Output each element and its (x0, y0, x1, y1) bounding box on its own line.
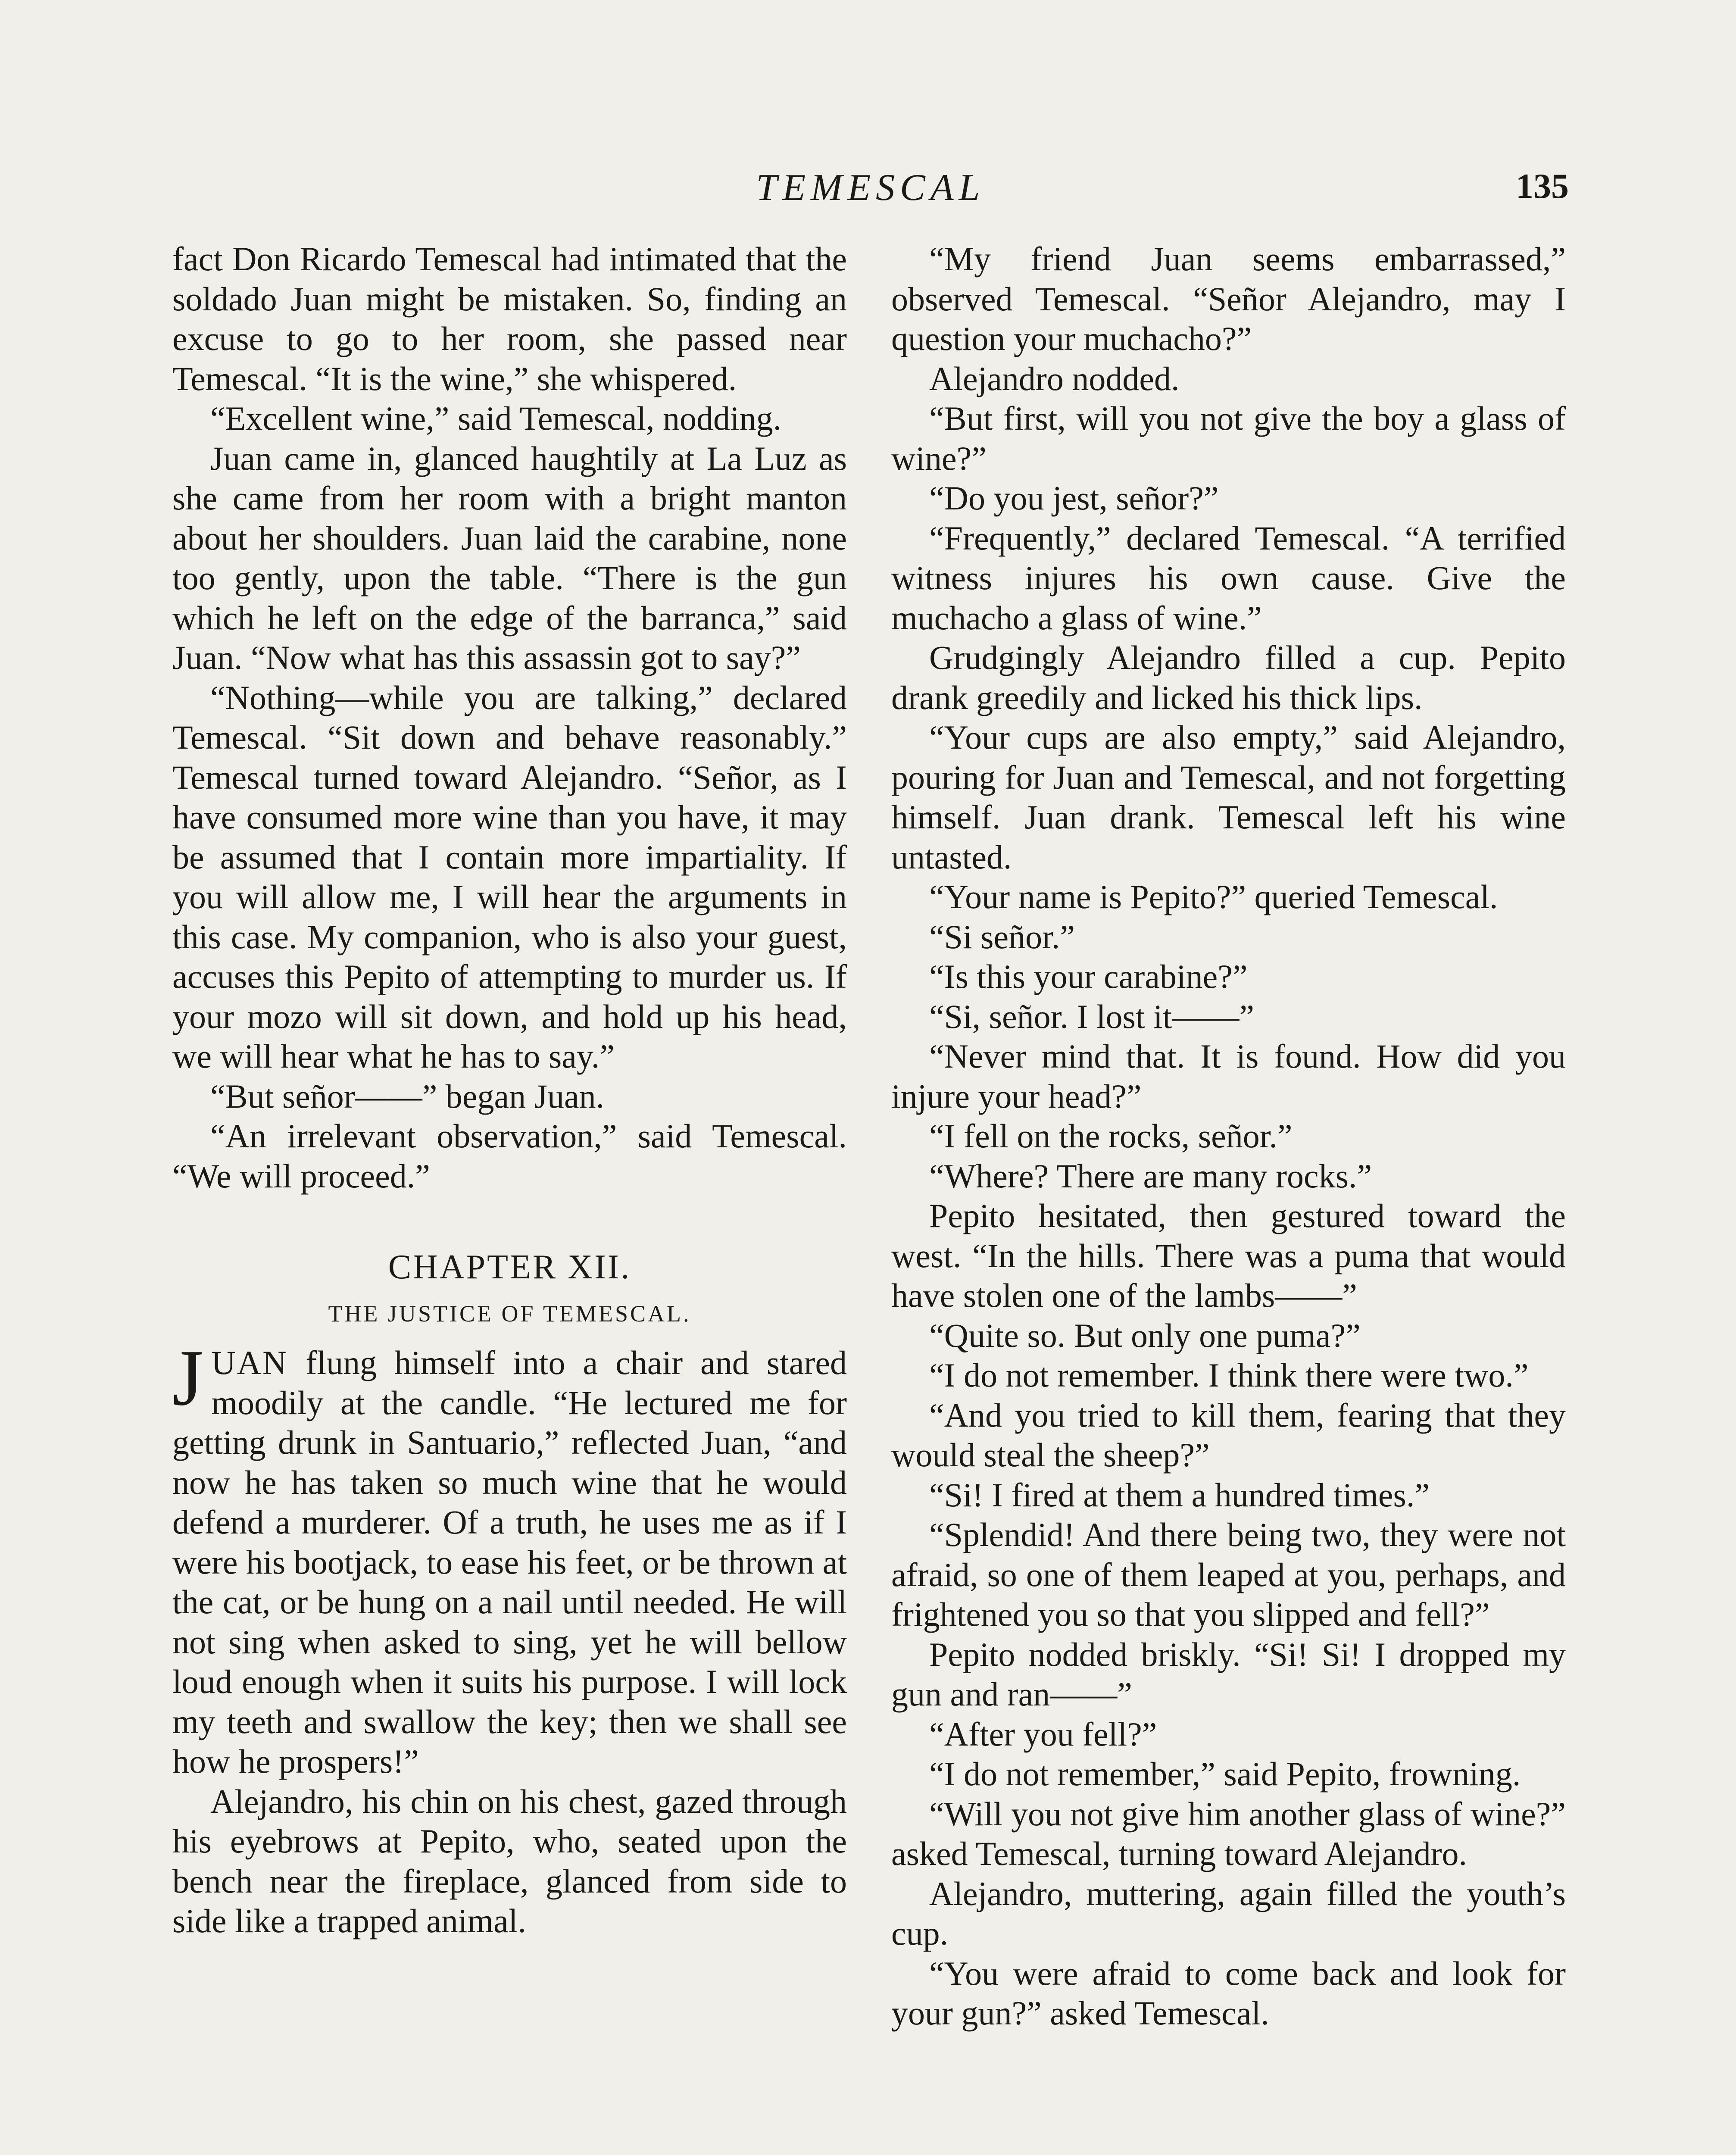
paragraph: “Si, señor. I lost it——” (929, 997, 1254, 1035)
paragraph: “Excellent wine,” said Temescal, nodding. (210, 400, 782, 437)
paragraph: Pepito nodded briskly. “Si! Si! I dropped my gun and ran——” (891, 1635, 1566, 1713)
first-word: UAN (211, 1344, 288, 1381)
paragraph: Grudgingly Alejandro filled a cup. Pepito drank greedily and licked his thick lips. (891, 639, 1566, 716)
paragraph: “An irrelevant observation,” said Temescal. “We will proceed.” (172, 1117, 847, 1195)
paragraph: “But señor——” began Juan. (210, 1077, 605, 1115)
paragraph: “Splendid! And there being two, they were not afraid, so one of them leaped at you, perhaps, and frightened you so that you slipped and fell?” (891, 1516, 1566, 1633)
paragraph: Juan came in, glanced haughtily at La Luz as she came from her room with a bright manton about her shoulders. Juan laid the carabine, none too gently, upon the table. “There is the gun which he left on the edge of the barranca,” said Juan. “Now what has this assassin got to say?” (172, 439, 847, 676)
paragraph: “Do you jest, señor?” (929, 479, 1219, 517)
paragraph: “Frequently,” declared Temescal. “A terrified witness injures his own cause. Give the muchacho a glass of wine.” (891, 519, 1566, 637)
paragraph: “Where? There are many rocks.” (929, 1157, 1372, 1195)
paragraph: “Your cups are also empty,” said Alejandro, pouring for Juan and Temescal, and not forgetting himself. Juan drank. Temescal left his wine untasted. (891, 718, 1566, 876)
running-title: TEMESCAL (756, 167, 985, 209)
paragraph: “I do not remember,” said Pepito, frowning. (929, 1755, 1521, 1793)
paragraph: “Si! I fired at them a hundred times.” (929, 1476, 1430, 1514)
paragraph: Alejandro, muttering, again filled the youth’s cup. (891, 1874, 1566, 1952)
paragraph: “I do not remember. I think there were two.” (929, 1356, 1529, 1394)
chapter-heading: CHAPTER XII. (388, 1248, 631, 1286)
paragraph: “I fell on the rocks, señor.” (929, 1117, 1293, 1155)
first-paragraph-text: flung himself into a chair and stared moodily at the candle. “He lectured me for getting drunk in Santuario,” reflected Juan, “and now he has taken so much wine that he would defend a murderer. Of a truth, he uses me as if I were his bootjack, to ease his feet, or be thrown at the cat, or be hung on a nail until needed. He will not sing when asked to sing, yet he will bellow loud enough when it suits his purpose. I will lock my teeth and swallow the key; then we shall see how he prospers!” (172, 1344, 847, 1780)
paragraph: “Will you not give him another glass of wine?” asked Temescal, turning toward Alejandro. (891, 1795, 1566, 1872)
paragraph: “Never mind that. It is found. How did you injure your head?” (891, 1037, 1566, 1115)
right-column (891, 239, 1566, 2033)
paragraph: “But first, will you not give the boy a glass of wine?” (891, 400, 1566, 477)
paragraph: “Quite so. But only one puma?” (929, 1316, 1361, 1354)
left-column (172, 239, 847, 1941)
drop-cap: J (172, 1334, 204, 1422)
paragraph: Pepito hesitated, then gestured toward the west. “In the hills. There was a puma that would have stolen one of the lambs——” (891, 1197, 1566, 1314)
paragraph: fact Don Ricardo Temescal had intimated that the soldado Juan might be mistaken. So, finding an excuse to go to her room, she passed near Temescal. “It is the wine,” she whispered. (172, 240, 847, 397)
chapter-subtitle: THE JUSTICE OF TEMESCAL. (328, 1301, 691, 1327)
page-header (172, 166, 1569, 213)
paragraph: “Your name is Pepito?” queried Temescal. (929, 878, 1498, 915)
paragraph: “Is this your carabine?” (929, 958, 1248, 995)
paragraph: “Nothing—while you are talking,” declared Temescal. “Sit down and behave reasonably.” Temescal turned toward Alejandro. “Señor, as I have consumed more wine than you have, it may be assumed that I contain more impartiality. If you will allow me, I will hear the arguments in this case. My companion, who is also your guest, accuses this Pepito of attempting to murder us. If your mozo will sit down, and hold up his head, we will hear what he has to say.” (172, 678, 847, 1075)
paragraph: “And you tried to kill them, fearing that they would steal the sheep?” (891, 1396, 1566, 1474)
page-number: 135 (1516, 166, 1569, 206)
paragraph: “My friend Juan seems embarrassed,” observed Temescal. “Señor Alejandro, may I question your muchacho?” (891, 240, 1566, 357)
paragraph: Alejandro nodded. (929, 359, 1180, 397)
chapter-first-paragraph (172, 1334, 847, 1782)
paragraph: “You were afraid to come back and look for your gun?” asked Temescal. (891, 1954, 1566, 2032)
paragraph: “Si señor.” (929, 918, 1075, 956)
paragraph: “After you fell?” (929, 1715, 1157, 1753)
paragraph: Alejandro, his chin on his chest, gazed through his eyebrows at Pepito, who, seated upon the bench near the fireplace, glanced from side to side like a trapped animal. (172, 1782, 847, 1940)
